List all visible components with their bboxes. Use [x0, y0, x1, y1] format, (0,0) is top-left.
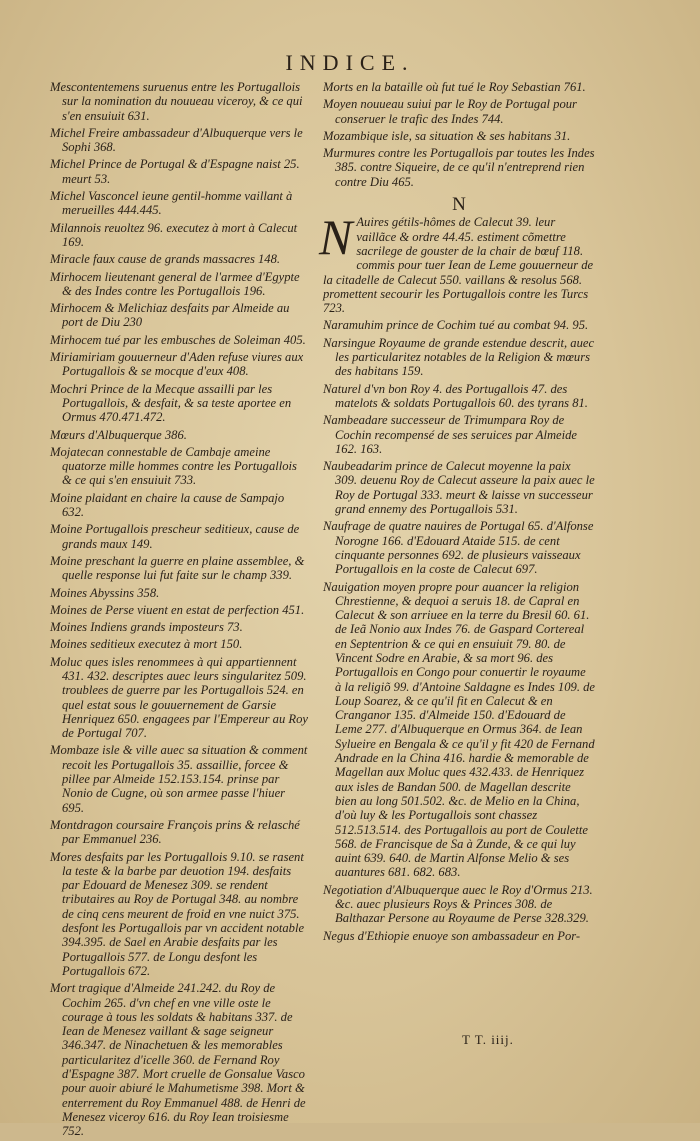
index-entry: Michel Vasconcel ieune gentil-homme vaillant à merueilles 444.445. [50, 189, 293, 218]
dropcap-entry-text: Auires gétils-hômes de Calecut 39. leur vaillãce & ordre 44.45. estiment cõmettre sacrilege de gouster de la chair de bœuf 118. commis pour tuer Iean de Leme gouuerneur de la citadelle de Calecut 550. vaillans & resolus 568. promettent secourir les Portugallois contre les Turcs 723. [323, 215, 594, 316]
index-entry: Moines Indiens grands imposteurs 73. [50, 620, 243, 635]
index-entry: Mores desfaits par les Portugallois 9.10. se rasent la teste & la barbe par deuotion 194. desfaits par Edouard de Menesez 309. se rendent tributaires au Roy de Portugal 348. au nombre de cinq cens meurent de froid en vne nuict 375. desfont les Portugallois par vn accident notable 394.395. de Sael en Arabie desfaits par les Portugallois 577. de Longu desfont les Portugallois 672. [50, 849, 305, 978]
index-entry: Negus d'Ethiopie enuoye son ambassadeur en Por- [323, 928, 581, 943]
index-entry: Miriamiriam gouuerneur d'Aden refuse viures aux Portugallois & se mocque d'eux 408. [50, 350, 304, 379]
right-column [319, 80, 596, 946]
index-entry: Mojatecan connestable de Cambaje ameine quatorze mille hommes contre les Portugallois & ce qui s'en ensuiuit 733. [50, 444, 297, 488]
index-entry: Mirhocem tué par les embusches de Soleiman 405. [50, 332, 306, 347]
index-entry: Moines Abyssins 358. [50, 585, 160, 600]
dropcap-letter: N [319, 209, 353, 266]
index-entry: Michel Freire ambassadeur d'Albuquerque vers le Sophi 368. [50, 125, 303, 155]
index-entry: Mirhocem lieutenant general de l'armee d'Egypte & des Indes contre les Portugallois 196. [50, 269, 300, 298]
left-column [50, 80, 308, 1141]
index-entry: Milannois reuoltez 96. executez à mort à Calecut 169. [50, 220, 298, 249]
page-title: INDICE. [285, 50, 415, 75]
index-entry: Mort tragique d'Almeide 241.242. du Roy de Cochim 265. d'vn chef en vne ville oste le courage à tous les soldats & habitans 337. de Iean de Menesez vaillant & sage seigneur 346.347. de Ninachetuen & les memorables particularitez d'icelle 360. de Fernand Roy d'Espagne 387. Mort cruelle de Gonsalue Vasco pour auoir abiuré le Mahumetisme 398. Mort & enterrement du Roy Emmanuel 488. de Henri de Menesez viceroy 616. du Roy Iean troisiesme 752. [50, 981, 306, 1139]
index-entry: Naturel d'vn bon Roy 4. des Portugallois 47. des matelots & soldats Portugallois 60. des tyrans 81. [323, 381, 588, 410]
index-entry: Michel Prince de Portugal & d'Espagne naist 25. meurt 53. [50, 157, 300, 186]
index-entry: Mozambique isle, sa situation & ses habitans 31. [323, 128, 571, 143]
index-entry: Naramuhim prince de Cochim tué au combat 94. 95. [323, 318, 589, 333]
index-entry: Moine Portugallois prescheur seditieux, cause de grands maux 149. [50, 522, 300, 551]
index-entry: Moyen nouueau suiui par le Roy de Portugal pour conseruer le trafic des Indes 744. [323, 97, 577, 126]
index-entry: Narsingue Royaume de grande estendue descrit, auec les particularitez notables de la Religion & mœurs des habitans 159. [323, 335, 595, 379]
page-signature: T T. iiij. [462, 1032, 514, 1047]
index-entry: Nauigation moyen propre pour auancer la religion Chrestienne, & dequoi a seruis 18. de Capral en Calecut & son arriuee en la terre du Bresil 60. 61. de Ieã Nonio aux Indes 76. de Gaspard Cortereal en Septentrion & ce qui en ensuiuit 79. 80. de Vincent Sodre en Arabie, & sa mort 96. des Portugallois en Congo pour conuertir le royaume à la religiõ 99. d'Antoine Saldagne es Indes 109. de Loup Soarez, & ce qu'il fit en Calecut & en Cranganor 135. d'Almeide 150. d'Edouard de Leme 277. d'Albuquerque en Ormus 364. de Iean Sylueire en Bengala & ce qu'il y fit 420 de Fernand Andrade en la China 416. hardie & memorable de Magellan aux Moluc ques 432.433. de Henriquez aux isles de Bandan 500. de Magellan descrite bien au long 501.502. &c. de Melio en la China, d'où luy & les Portugallois sont chassez 512.513.514. des Portugallois au port de Coulette 568. de Francisque de Sa à Zunde, & ce qui luy auint 639. 640. de Martin Alfonse Melio & ses auantures 681. 682. 683. [323, 579, 596, 880]
index-entry-dropcap [319, 209, 595, 316]
index-entry: Moines seditieux executez à mort 150. [50, 637, 243, 652]
index-entry: Naufrage de quatre nauires de Portugal 65. d'Alfonse Norogne 166. d'Edouard Ataide 515. de cent cinquante personnes 692. de plusieurs vaisseaux Portugallois en la coste de Calecut 697. [323, 519, 594, 577]
index-entry: Moines de Perse viuent en estat de perfection 451. [50, 602, 305, 617]
index-entry: Nambeadare successeur de Trimumpara Roy de Cochin recompensé de ses seruices par Almeide 162. 163. [323, 413, 578, 456]
index-entry: Montdragon coursaire François prins & relasché par Emmanuel 236. [50, 817, 300, 847]
index-entry: Mescontentemens suruenus entre les Portugallois sur la nomination du nouueau viceroy, & ce qui s'en ensuiuit 631. [50, 80, 303, 123]
index-entry: Moluc ques isles renommees à qui appartiennent 431. 432. descriptes auec leurs singularitez 509. troublees de guerre par les Portugallois 524. en quel estat sous le gouuernement de Garsie Henriquez 650. engagees par l'Empereur au Roy de Portugal 707. [50, 654, 309, 741]
index-entry: Mombaze isle & ville auec sa situation & comment recoit les Portugallois 35. assaillie, forcee & pillee par Almeide 152.153.154. prinse par Nonio de Cugne, où son armee passe l'hiuer 695. [50, 743, 308, 815]
index-entry: Murmures contre les Portugallois par toutes les Indes 385. contre Siqueire, de ce qu'il n'entreprend rien contre Diu 465. [323, 146, 595, 189]
index-entry: Naubeadarim prince de Calecut moyenne la paix 309. deuenu Roy de Calecut asseure la paix auec le Roy de Portugal 333. meurt & laisse vn successeur grand ennemy des Portugallois 531. [323, 459, 595, 517]
index-entry: Morts en la bataille où fut tué le Roy Sebastian 761. [323, 80, 586, 94]
index-entry: Mirhocem & Melichiaz desfaits par Almeide au port de Diu 230 [50, 301, 290, 330]
index-entry: Moine preschant la guerre en plaine assemblee, & quelle response lui fut faite sur le champ 339. [50, 553, 305, 583]
index-entry: Miracle faux cause de grands massacres 148. [50, 252, 281, 267]
index-entry: Mœurs d'Albuquerque 386. [50, 427, 187, 442]
index-entry: Moine plaidant en chaire la cause de Sampajo 632. [50, 490, 285, 520]
index-entry: Negotiation d'Albuquerque auec le Roy d'Ormus 213. &c. auec plusieurs Roys & Princes 308. de Balthazar Persone au Royaume de Perse 328.329. [323, 882, 593, 926]
index-entry: Mochri Prince de la Mecque assailli par les Portugallois, & desfait, & sa teste aportee en Ormus 470.471.472. [50, 381, 292, 425]
section-letter-n: N [452, 194, 466, 216]
